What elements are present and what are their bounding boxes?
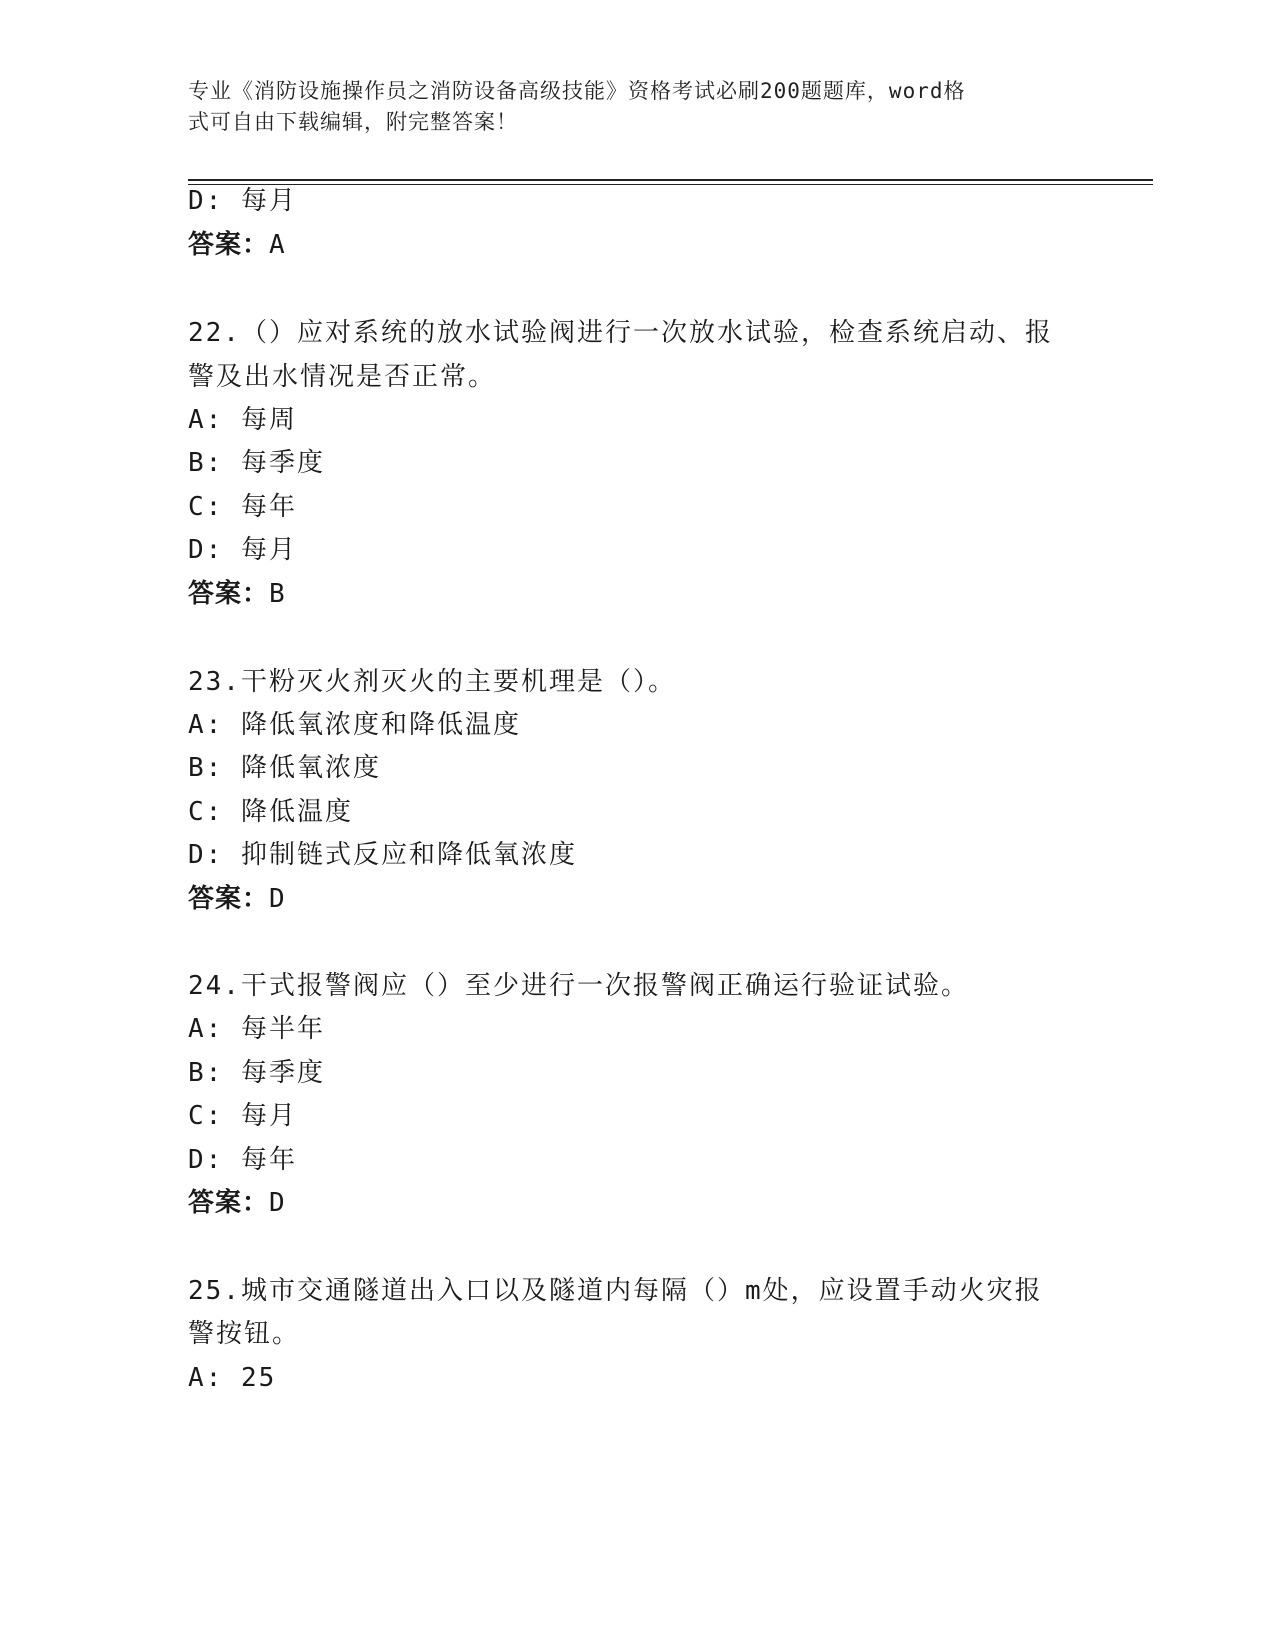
answer-value: D: [269, 1188, 286, 1218]
q24-option-b: B: 每季度: [188, 1058, 325, 1088]
answer-value: A: [269, 230, 286, 260]
q23-option-a: A: 降低氧浓度和降低温度: [188, 710, 521, 740]
prev-answer: [188, 230, 286, 260]
answer-label: 答案：: [188, 884, 270, 914]
q24-stem-line-1: 24.干式报警阀应（）至少进行一次报警阀正确运行验证试验。: [188, 971, 969, 1001]
q23-answer: [188, 884, 286, 914]
q25-stem-line-2: 警按钮。: [188, 1319, 301, 1349]
answer-label: 答案：: [188, 579, 270, 609]
q24-option-d: D: 每年: [188, 1145, 297, 1175]
q22-answer: [188, 579, 286, 609]
q23-stem-line-1: 23.干粉灭火剂灭火的主要机理是（）。: [188, 667, 676, 697]
q22-option-d: D: 每月: [188, 535, 297, 565]
q25-option-a: A: 25: [188, 1363, 277, 1393]
q23-option-b: B: 降低氧浓度: [188, 753, 381, 783]
header-divider-thick: [188, 179, 1153, 181]
document-header: [188, 76, 1068, 138]
answer-value: B: [269, 579, 286, 609]
q23-option-c: C: 降低温度: [188, 797, 353, 827]
q22-option-c: C: 每年: [188, 492, 297, 522]
q22-option-b: B: 每季度: [188, 448, 325, 478]
header-line-1: 专业《消防设施操作员之消防设备高级技能》资格考试必刷200题题库，word格: [188, 79, 966, 103]
prev-option-d: D: 每月: [188, 186, 297, 216]
q22-option-a: A: 每周: [188, 405, 297, 435]
q25-stem-line-1: 25.城市交通隧道出入口以及隧道内每隔（）m处，应设置手动火灾报: [188, 1276, 1043, 1306]
q22-stem-line-2: 警及出水情况是否正常。: [188, 362, 497, 392]
q23-option-d: D: 抑制链式反应和降低氧浓度: [188, 840, 577, 870]
q22-stem-line-1: 22.（）应对系统的放水试验阀进行一次放水试验，检查系统启动、报: [188, 318, 1053, 348]
header-line-2: 式可自由下载编辑，附完整答案！: [188, 110, 518, 134]
q24-answer: [188, 1188, 286, 1218]
q24-option-a: A: 每半年: [188, 1014, 325, 1044]
answer-label: 答案：: [188, 230, 270, 260]
answer-value: D: [269, 884, 286, 914]
q24-option-c: C: 每月: [188, 1101, 297, 1131]
header-divider-thin: [188, 184, 1153, 185]
answer-label: 答案：: [188, 1188, 270, 1218]
